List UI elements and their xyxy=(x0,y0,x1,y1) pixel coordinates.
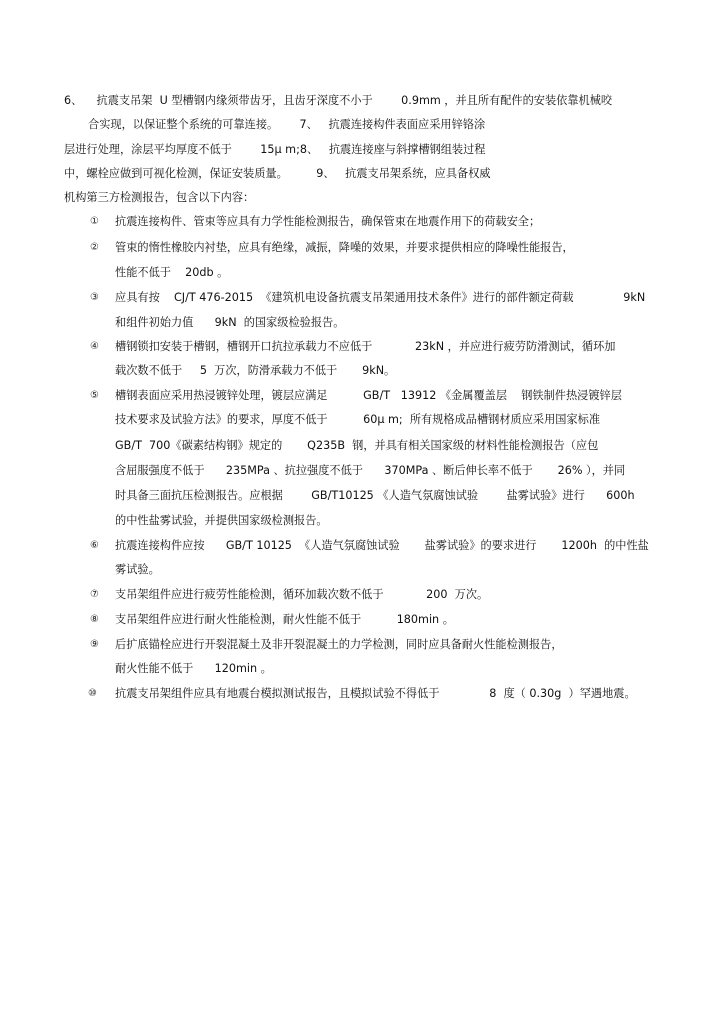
intro-line-3: 层进行处理，涂层平均厚度不低于 15μ m;8、 抗震连接座与斜撑槽钢组装过程 xyxy=(64,143,486,156)
list-marker-1: ① xyxy=(90,216,99,227)
list-item-2-line-2: 性能不低于 20db 。 xyxy=(115,266,229,279)
list-item-8-line-1: 支吊架组件应进行耐火性能检测，耐火性能不低于 180min 。 xyxy=(115,613,454,626)
intro-line-4: 中，螺栓应做到可视化检测，保证安装质量。 9、 抗震支吊架系统，应具备权威 xyxy=(64,167,491,180)
list-item-5-line-3: GB/T 700《碳素结构钢》规定的 Q235B 钢，并具有相关国家级的材料性能检测报告（应包 xyxy=(115,439,599,452)
list-marker-3: ③ xyxy=(90,292,99,303)
list-marker-8: ⑧ xyxy=(90,614,99,625)
intro-line-5: 机构第三方检测报告，包含以下内容： xyxy=(64,191,255,204)
list-item-6-line-2: 雾试验。 xyxy=(115,563,160,576)
list-marker-5: ⑤ xyxy=(90,390,99,401)
list-item-6-line-1: 抗震连接构件应按 GB/T 10125 《人造气氛腐蚀试验 盐雾试验》的要求进行 1200h 的中性盐 xyxy=(115,539,649,552)
list-item-4-line-1: 槽钢锁扣安装于槽钢，槽钢开口抗拉承载力不应低于 23kN ，并应进行疲劳防滑测试，循环加 xyxy=(115,340,616,353)
list-item-4-line-2: 载次数不低于 5 万次，防滑承载力不低于 9kN。 xyxy=(115,364,396,377)
list-item-7-line-1: 支吊架组件应进行疲劳性能检测，循环加载次数不低于 200 万次。 xyxy=(115,588,489,601)
list-item-5-line-6: 的中性盐雾试验，并提供国家级检测报告。 xyxy=(115,514,328,527)
list-item-10-line-1: 抗震支吊架组件应具有地震台模拟测试报告，且模拟试验不得低于 8 度（ 0.30g ）罕遇地震。 xyxy=(115,687,636,700)
list-item-5-line-2: 技术要求及试验方法》的要求，厚度不低于 60μ m; 所有规格成品槽钢材质应采用国家标准 xyxy=(115,413,601,426)
intro-line-2: 合实现，以保证整个系统的可靠连接。 7、 抗震连接构件表面应采用锌铬涂 xyxy=(88,118,486,131)
list-marker-10: ⑩ xyxy=(88,688,97,699)
intro-line-1: 6、 抗震支吊架 U 型槽钢内缘须带齿牙，且齿牙深度不小于 0.9mm ，并且所有配件的安装依靠机械咬 xyxy=(64,94,613,107)
list-item-9-line-2: 耐火性能不低于 120min 。 xyxy=(115,662,272,675)
list-marker-4: ④ xyxy=(90,341,99,352)
list-marker-6: ⑥ xyxy=(90,540,99,551)
list-marker-2: ② xyxy=(90,242,99,253)
list-item-5-line-1: 槽钢表面应采用热浸镀锌处理，镀层应满足 GB/T 13912 《金属覆盖层 钢铁制件热浸镀锌层 xyxy=(115,389,622,402)
list-item-5-line-4: 含屈服强度不低于 235MPa 、抗拉强度不低于 370MPa 、断后伸长率不低于 26% ），并同 xyxy=(115,464,626,477)
list-marker-7: ⑦ xyxy=(90,589,99,600)
list-item-3-line-2: 和组件初始力值 9kN 的国家级检验报告。 xyxy=(115,316,345,329)
list-item-1-line-1: 抗震连接构件、管束等应具有力学性能检测报告，确保管束在地震作用下的荷载安全； xyxy=(115,215,541,228)
list-item-5-line-5: 时具备三面抗压检测报告。应根据 GB/T10125 《人造气氛腐蚀试验 盐雾试验》进行 600h xyxy=(115,489,635,502)
list-item-9-line-1: 后扩底锚栓应进行开裂混凝土及非开裂混凝土的力学检测，同时应具备耐火性能检测报告， xyxy=(115,638,563,651)
list-item-2-line-1: 管束的惰性橡胶内衬垫，应具有绝缘，减振，降噪的效果，并要求提供相应的降噪性能报告， xyxy=(115,241,574,254)
list-marker-9: ⑨ xyxy=(90,639,99,650)
list-item-3-line-1: 应具有按 CJ/T 476-2015 《建筑机电设备抗震支吊架通用技术条件》进行的部件额定荷载 9kN xyxy=(115,291,646,304)
